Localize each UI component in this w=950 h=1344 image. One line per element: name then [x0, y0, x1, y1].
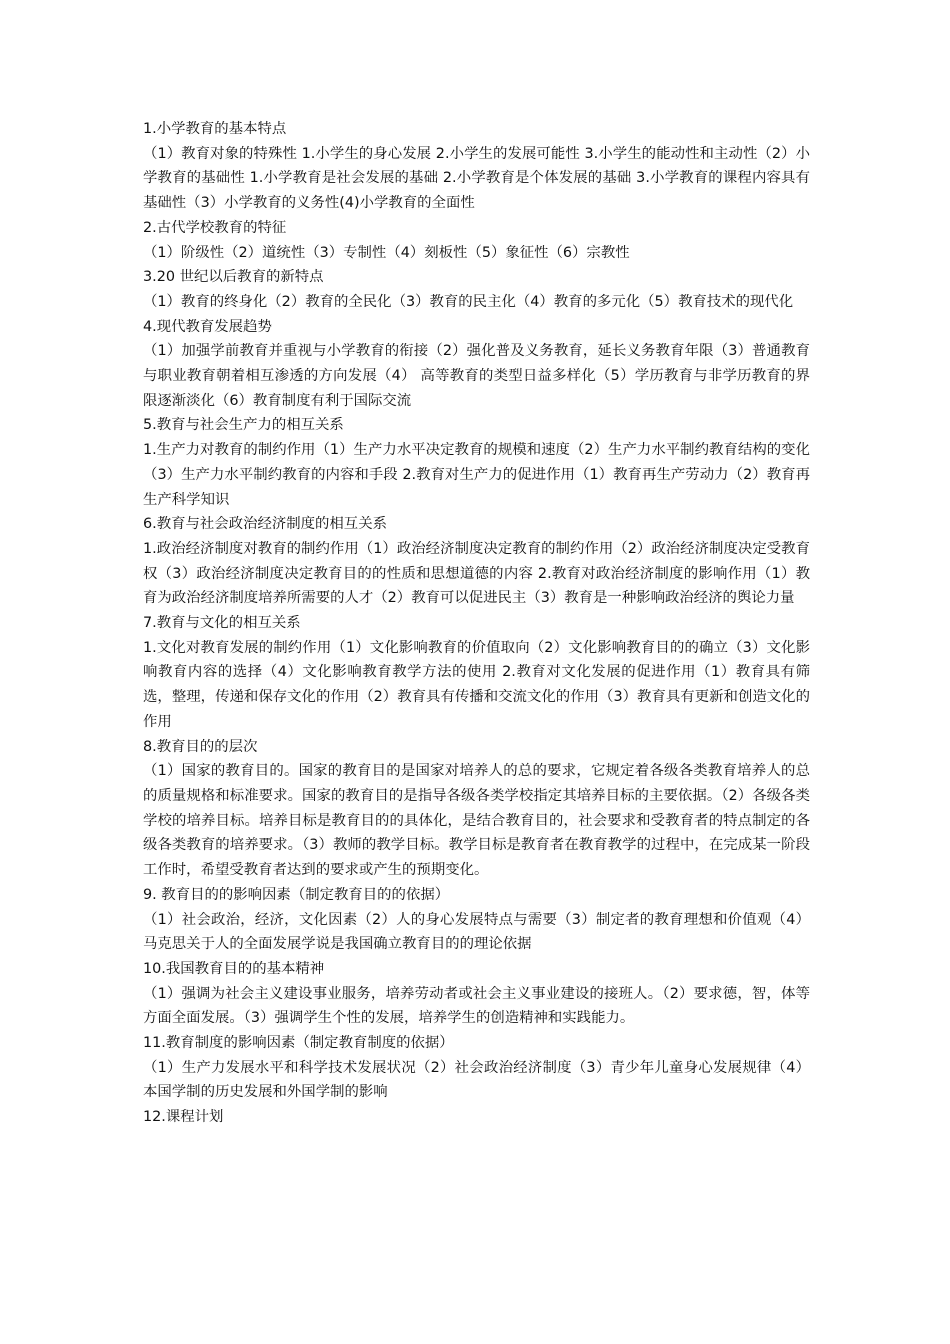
section-body: （1）强调为社会主义建设事业服务，培养劳动者或社会主义事业建设的接班人。（2）要求德，智，体等方面全面发展。（3）强调学生个性的发展，培养学生的创造精神和实践能力。: [143, 985, 810, 1027]
section-heading: 10.我国教育目的的基本精神: [143, 960, 325, 977]
section-heading: 4.现代教育发展趋势: [143, 318, 272, 335]
section-8: [143, 735, 810, 883]
section-6: [143, 512, 810, 611]
section-heading: 8.教育目的的层次: [143, 738, 258, 755]
section-body: 1.政治经济制度对教育的制约作用（1）政治经济制度决定教育的制约作用（2）政治经济制度决定受教育权（3）政治经济制度决定教育目的的性质和思想道德的内容 2.教育对政治经济制度的影响作用（1）教育为政治经济制度培养所需要的人才（2）教育可以促进民主（3）教育是一种影响政治经济的舆论力量: [143, 540, 810, 607]
section-body: （1）教育的终身化（2）教育的全民化（3）教育的民主化（4）教育的多元化（5）教育技术的现代化: [143, 293, 794, 310]
section-heading: 1.小学教育的基本特点: [143, 121, 287, 137]
section-1: [143, 117, 810, 216]
section-11: [143, 1031, 810, 1105]
section-heading: 6.教育与社会政治经济制度的相互关系: [143, 516, 387, 533]
section-3: [143, 265, 810, 314]
section-heading: 11.教育制度的影响因素（制定教育制度的依据）: [143, 1035, 454, 1052]
section-heading: 2.古代学校教育的特征: [143, 219, 287, 236]
section-2: [143, 216, 810, 265]
section-heading: 7.教育与文化的相互关系: [143, 615, 301, 632]
section-body: （1）阶级性（2）道统性（3）专制性（4）刻板性（5）象征性（6）宗教性: [143, 244, 630, 261]
section-9: [143, 883, 810, 957]
section-body: （1）教育对象的特殊性 1.小学生的身心发展 2.小学生的发展可能性 3.小学生的能动性和主动性（2）小学教育的基础性 1.小学教育是社会发展的基础 2.小学教育是个体发展的基础 3.小学教育的课程内容具有基础性（3）小学教育的义务性(4)小学教育的全面性: [143, 145, 810, 212]
section-heading: 12.课程计划: [143, 1109, 224, 1126]
section-body: （1）国家的教育目的。国家的教育目的是国家对培养人的总的要求，它规定着各级各类教育培养人的总的质量规格和标准要求。国家的教育目的是指导各级各类学校指定其培养目标的主要依据。（2）各级各类学校的培养目标。培养目标是教育目的的具体化，是结合教育目的，社会要求和受教育者的特点制定的各级各类教育的培养要求。（3）教师的教学目标。教学目标是教育者在教育教学的过程中，在完成某一阶段工作时，希望受教育者达到的要求或产生的预期变化。: [143, 763, 810, 879]
section-5: [143, 413, 810, 512]
section-4: [143, 315, 810, 414]
section-body: 1.文化对教育发展的制约作用（1）文化影响教育的价值取向（2）文化影响教育目的的确立（3）文化影响教育内容的选择（4）文化影响教育教学方法的使用 2.教育对文化发展的促进作用（1）教育具有筛选，整理，传递和保存文化的作用（2）教育具有传播和交流文化的作用（3）教育具有更新和创造文化的作用: [143, 639, 810, 730]
section-heading: 9. 教育目的的影响因素（制定教育目的的依据）: [143, 886, 450, 903]
section-7: [143, 611, 810, 735]
document-page: [143, 117, 810, 1130]
section-heading: 3.20 世纪以后教育的新特点: [143, 269, 324, 286]
section-heading: 5.教育与社会生产力的相互关系: [143, 417, 344, 434]
section-body: （1）加强学前教育并重视与小学教育的衔接（2）强化普及义务教育，延长义务教育年限（3）普通教育与职业教育朝着相互渗透的方向发展（4） 高等教育的类型日益多样化（5）学历教育与非学历教育的界限逐渐淡化（6）教育制度有利于国际交流: [143, 343, 810, 409]
section-body: （1）社会政治，经济，文化因素（2）人的身心发展特点与需要（3）制定者的教育理想和价值观（4）马克思关于人的全面发展学说是我国确立教育目的的理论依据: [143, 911, 810, 953]
section-body: （1）生产力发展水平和科学技术发展状况（2）社会政治经济制度（3）青少年儿童身心发展规律（4）本国学制的历史发展和外国学制的影响: [143, 1059, 810, 1101]
section-body: 1.生产力对教育的制约作用（1）生产力水平决定教育的规模和速度（2）生产力水平制约教育结构的变化（3）生产力水平制约教育的内容和手段 2.教育对生产力的促进作用（1）教育再生产劳动力（2）教育再生产科学知识: [143, 442, 810, 508]
section-12: [143, 1105, 810, 1130]
section-10: [143, 957, 810, 1031]
